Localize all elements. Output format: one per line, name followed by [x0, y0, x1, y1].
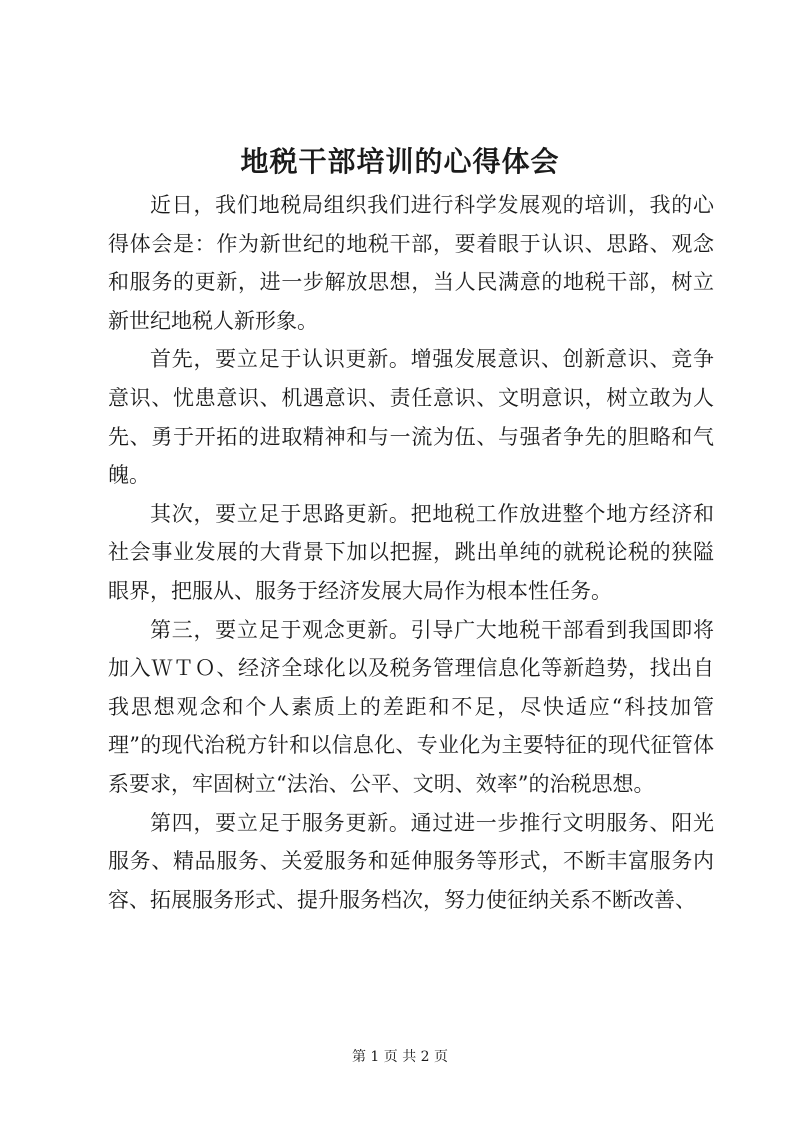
paragraph-second: 其次，要立足于思路更新。把地税工作放进整个地方经济和社会事业发展的大背景下加以把握，跳出单纯的就税论税的狭隘眼界，把服从、服务于经济发展大局作为根本性任务。 [108, 501, 714, 603]
paragraph-intro: 近日，我们地税局组织我们进行科学发展观的培训，我的心得体会是：作为新世纪的地税干部，要着眼于认识、思路、观念和服务的更新，进一步解放思想，当人民满意的地税干部，树立新世纪地税人新形象。 [108, 193, 714, 333]
document-body [108, 186, 714, 919]
paragraph-third: 第三，要立足于观念更新。引导广大地税干部看到我国即将加入ＷＴＯ、经济全球化以及税务管理信息化等新趋势，找出自我思想观念和个人素质上的差距和不足，尽快适应“科技加管理”的现代治税方针和以信息化、专业化为主要特征的现代征管体系要求，牢固树立“法治、公平、文明、效率”的治税思想。 [108, 617, 714, 796]
page-number-footer: 第 1 页 共 2 页 [351, 1049, 449, 1065]
paragraph-fourth: 第四，要立足于服务更新。通过进一步推行文明服务、阳光服务、精品服务、关爱服务和延伸服务等形式，不断丰富服务内容、拓展服务形式、提升服务档次，努力使征纳关系不断改善、 [108, 810, 714, 912]
paragraph-first: 首先，要立足于认识更新。增强发展意识、创新意识、竞争意识、忧患意识、机遇意识、责任意识、文明意识，树立敢为人先、勇于开拓的进取精神和与一流为伍、与强者争先的胆略和气魄。 [108, 347, 714, 488]
document-title: 地税干部培训的心得体会 [240, 145, 560, 178]
